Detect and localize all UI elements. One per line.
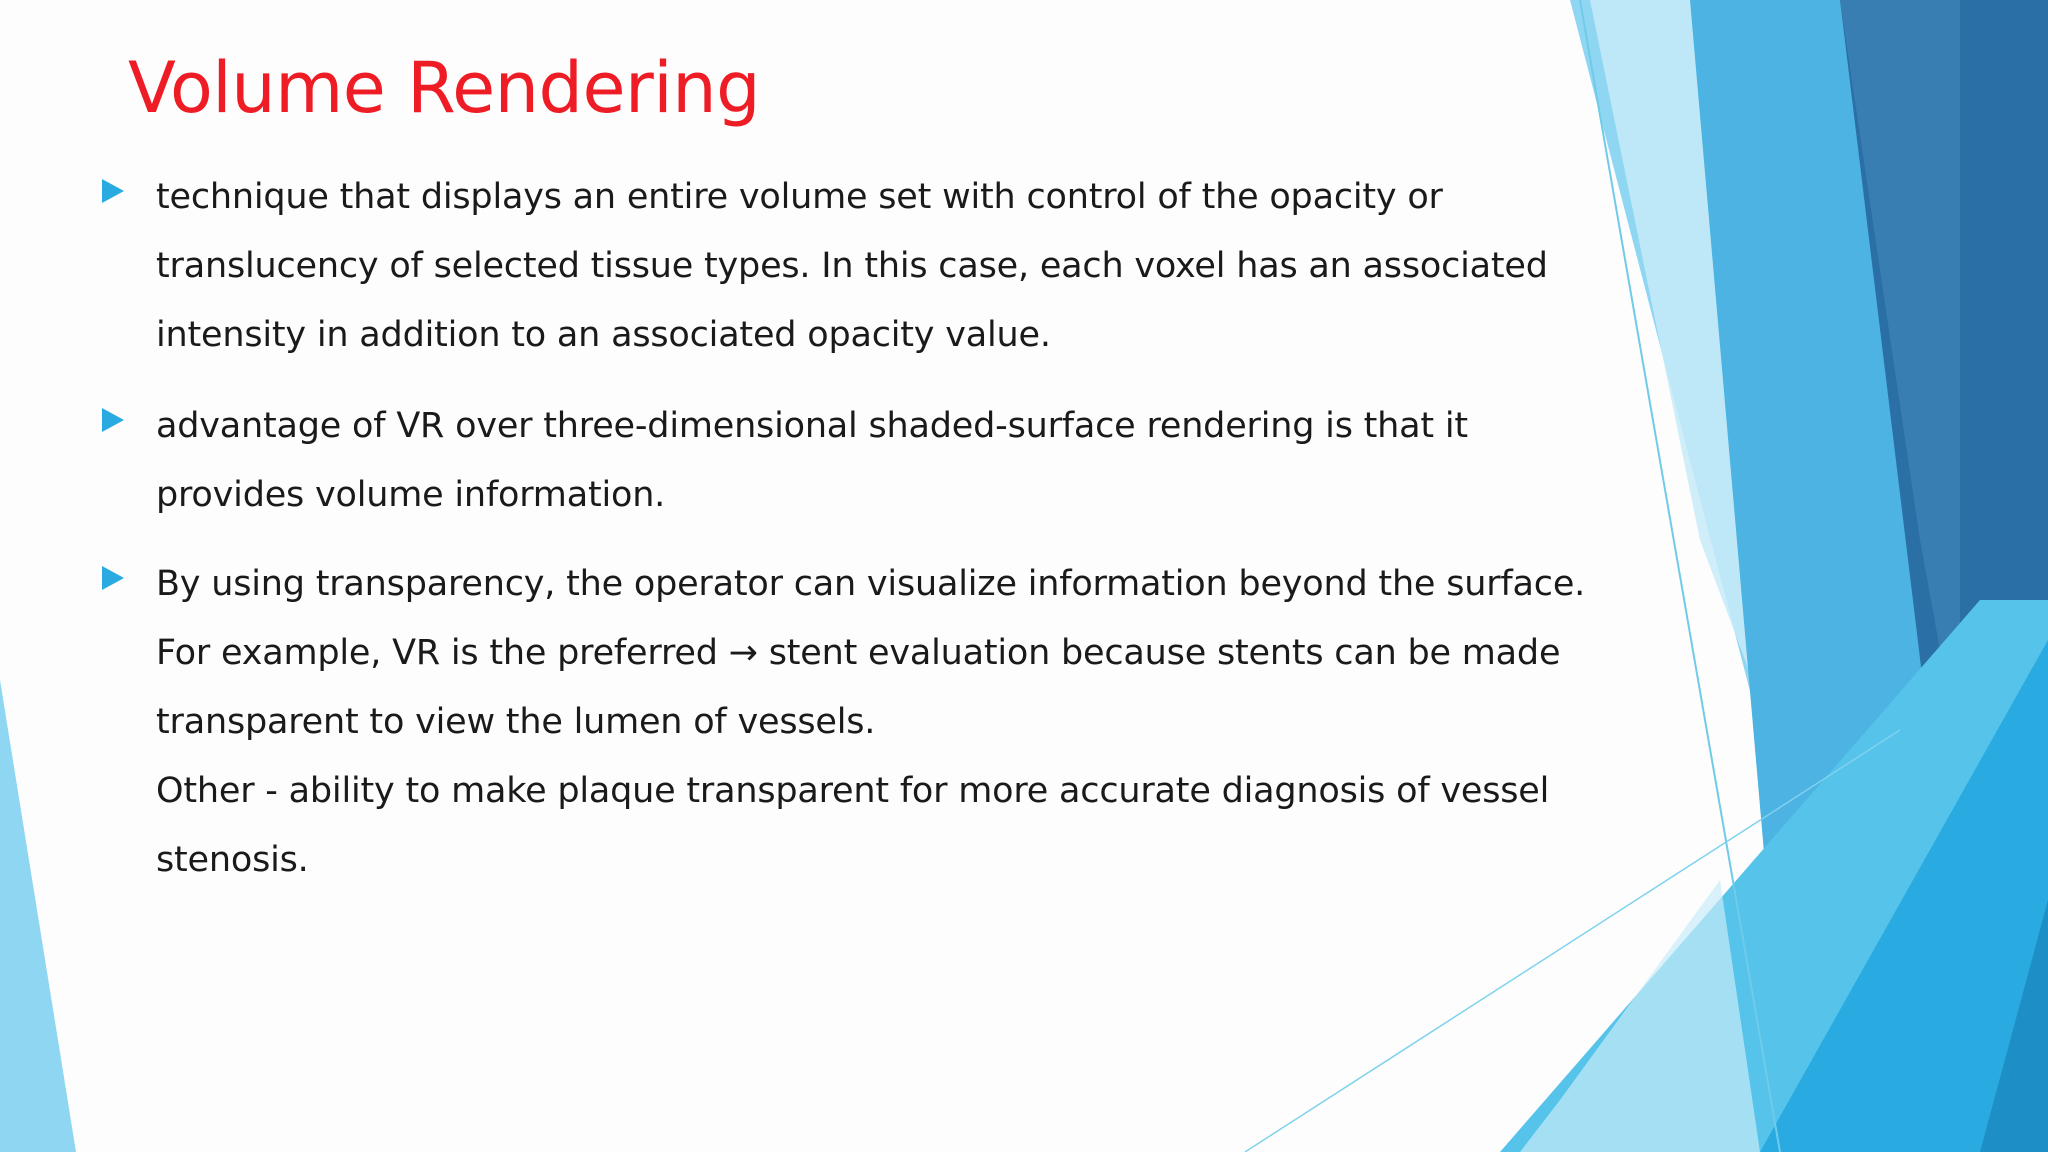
bullet-text <box>156 163 1606 370</box>
right-triangle-icon <box>102 566 124 590</box>
bullet-line: intensity in addition to an associated opacity value. <box>156 315 1051 355</box>
bullet-line: For example, VR is the preferred → stent evaluation because stents can be made <box>156 633 1561 673</box>
bullet-line: technique that displays an entire volume set with control of the opacity or <box>156 177 1443 217</box>
bullet-text <box>156 550 1606 895</box>
bullet-line: stenosis. <box>156 840 309 880</box>
bullet-line: provides volume information. <box>156 475 666 515</box>
right-triangle-icon <box>102 408 124 432</box>
bullet-line: transparent to view the lumen of vessels. <box>156 702 876 742</box>
bullet-line: By using transparency, the operator can visualize information beyond the surface. <box>156 564 1586 604</box>
bullet-line: Other - ability to make plaque transparent for more accurate diagnosis of vessel <box>156 771 1550 811</box>
bullet-line: translucency of selected tissue types. In this case, each voxel has an associated <box>156 246 1548 286</box>
right-triangle-icon <box>102 179 124 203</box>
page-title: Volume Rendering <box>128 47 761 129</box>
bullet-text <box>156 392 1606 530</box>
bullet-line: advantage of VR over three-dimensional shaded-surface rendering is that it <box>156 406 1468 446</box>
